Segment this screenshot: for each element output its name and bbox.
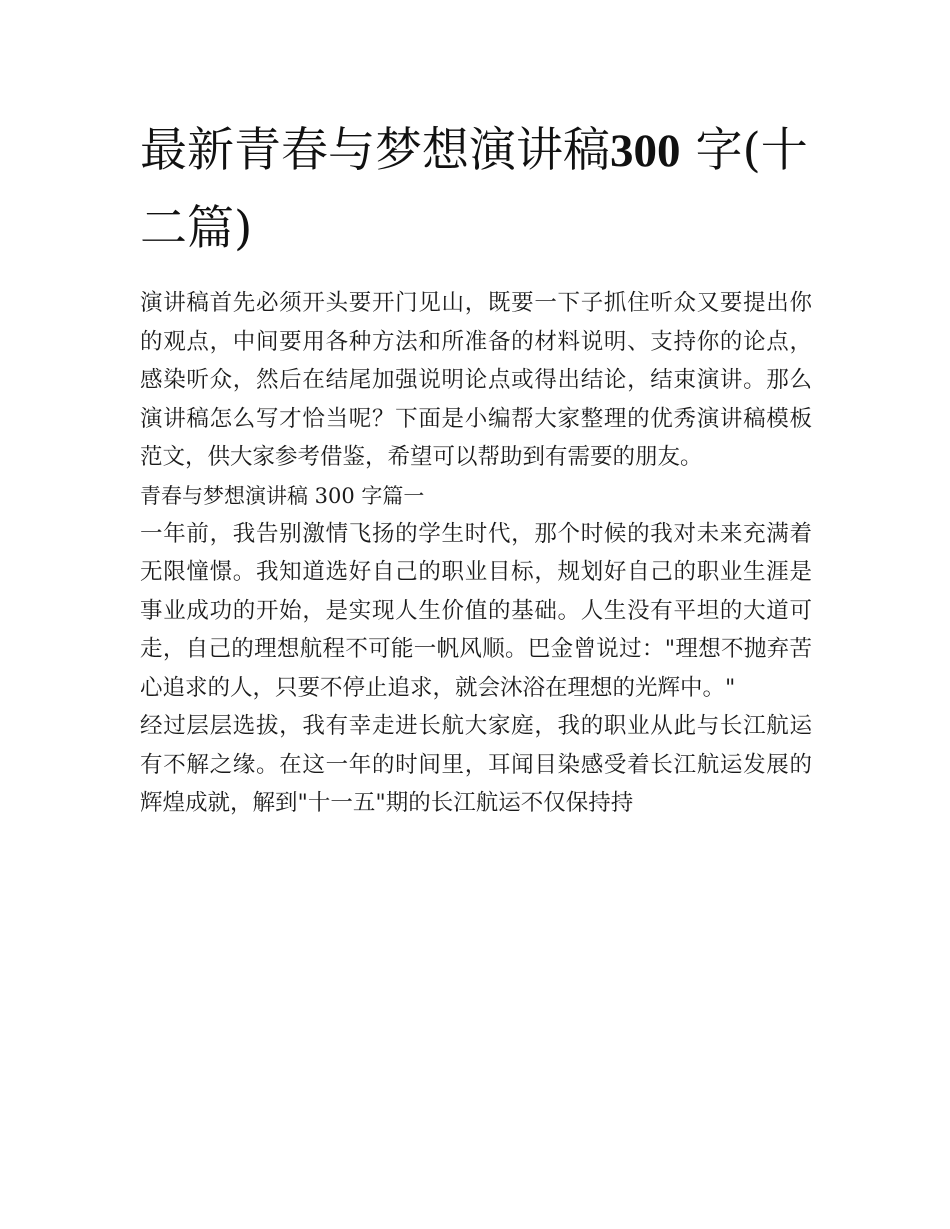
body-paragraph-2: 经过层层选拔，我有幸走进长航大家庭，我的职业从此与长江航运有不解之缘。在这一年的时间里，耳闻目染感受着长江航运发展的辉煌成就，解到"十一五"期的长江航运不仅保持持 bbox=[140, 713, 812, 816]
document-content bbox=[140, 112, 812, 823]
title-rest: 字(十二篇) bbox=[140, 123, 808, 256]
title-number: 300 bbox=[610, 125, 681, 177]
intro-paragraph: 演讲稿首先必须开头要开门见山，既要一下子抓住听众又要提出你的观点，中间要用各种方法和所准备的材料说明、支持你的论点，感染听众，然后在结尾加强说明论点或得出结论，结束演讲。那么演讲稿怎么写才恰当呢？下面是小编帮大家整理的优秀演讲稿模板范文，供大家参考借鉴，希望可以帮助到有需要的朋友。 bbox=[140, 290, 812, 470]
document-title bbox=[140, 112, 812, 268]
section-heading: 青春与梦想演讲稿 300 字篇一 bbox=[140, 483, 425, 508]
body-paragraph-1: 一年前，我告别激情飞扬的学生时代，那个时候的我对未来充满着无限憧憬。我知道选好自己的职业目标，规划好自己的职业生涯是事业成功的开始，是实现人生价值的基础。人生没有平坦的大道可走，自己的理想航程不可能一帆风顺。巴金曾说过："理想不抛弃苦心追求的人，只要不停止追求，就会沐浴在理想的光辉中。" bbox=[140, 520, 812, 701]
title-main: 最新青春与梦想演讲稿 bbox=[140, 123, 610, 178]
